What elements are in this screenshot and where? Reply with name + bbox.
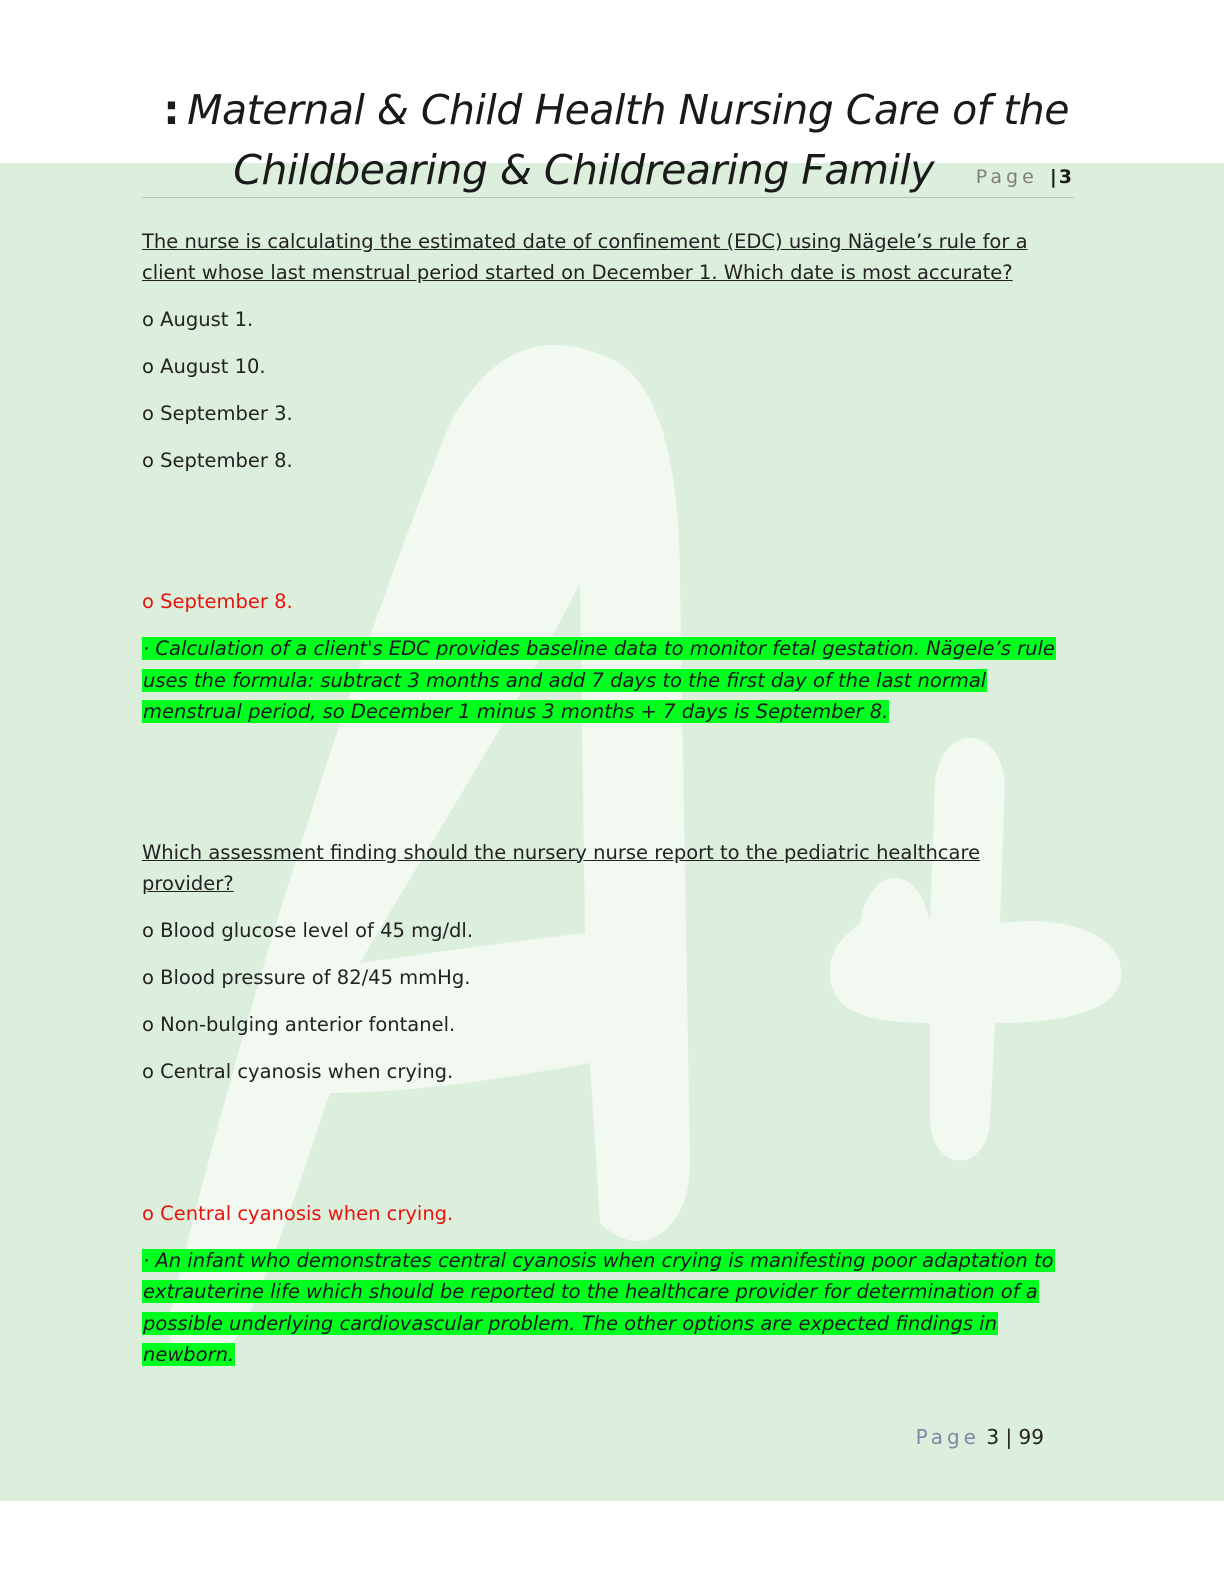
correct-answer: o September 8. [142, 590, 293, 613]
header-page-number [976, 166, 1072, 188]
header-page-separator: | [1049, 166, 1057, 188]
correct-answer: o Central cyanosis when crying. [142, 1201, 454, 1225]
answer-option: o August 1. [142, 308, 254, 331]
answer-option: o September 8. [142, 449, 293, 472]
footer-page-value: 3 [986, 1425, 1000, 1449]
rationale [142, 633, 1077, 728]
answer-option: o Blood glucose level of 45 mg/dl. [142, 918, 474, 942]
footer-separator: | [1005, 1425, 1013, 1449]
header-divider [142, 197, 1074, 198]
footer-page-total: 99 [1018, 1425, 1044, 1449]
title-line-1 [69, 80, 1069, 140]
footer-page-label: Page [915, 1425, 980, 1449]
answer-option: o September 3. [142, 402, 293, 425]
question-stem: Which assessment finding should the nursery nurse report to the pediatric healthcare provider? [142, 840, 981, 895]
question-2 [142, 837, 1077, 1371]
title-line-2: Childbearing & Childrearing Family [233, 146, 934, 194]
document-title [69, 80, 1069, 200]
page-content [142, 226, 1077, 1371]
footer-page-number [916, 1425, 1044, 1449]
title-line-1-text: Maternal & Child Health Nursing Care of the [187, 86, 1069, 134]
answer-option: o Blood pressure of 82/45 mmHg. [142, 965, 471, 989]
rationale-text: · An infant who demonstrates central cyanosis when crying is manifesting poor adaptation to extrauterine life which should be reported to the healthcare provider for determination of a possible underlying cardiovascular problem. The other options are expected findings in newborn. [143, 1248, 1054, 1366]
rationale [142, 1245, 1077, 1371]
title-colon: : [163, 86, 180, 134]
rationale-text: · Calculation of a client's EDC provides baseline data to monitor fetal gestation. Nägele’s rule uses the formula: subtract 3 months and add 7 days to the first day of the last normal menstrual period, so December 1 minus 3 months + 7 days is September 8. [143, 637, 1055, 723]
answer-option: o August 10. [142, 355, 266, 378]
header-page-value: 3 [1058, 166, 1072, 188]
question-stem: The nurse is calculating the estimated date of confinement (EDC) using Nägele’s rule for a client whose last menstrual period started on December 1. Which date is most accurate? [142, 230, 1028, 284]
answer-option: o Central cyanosis when crying. [142, 1059, 454, 1083]
answer-option: o Non-bulging anterior fontanel. [142, 1012, 456, 1036]
question-1 [142, 226, 1077, 728]
header-page-label: Page [975, 166, 1038, 188]
